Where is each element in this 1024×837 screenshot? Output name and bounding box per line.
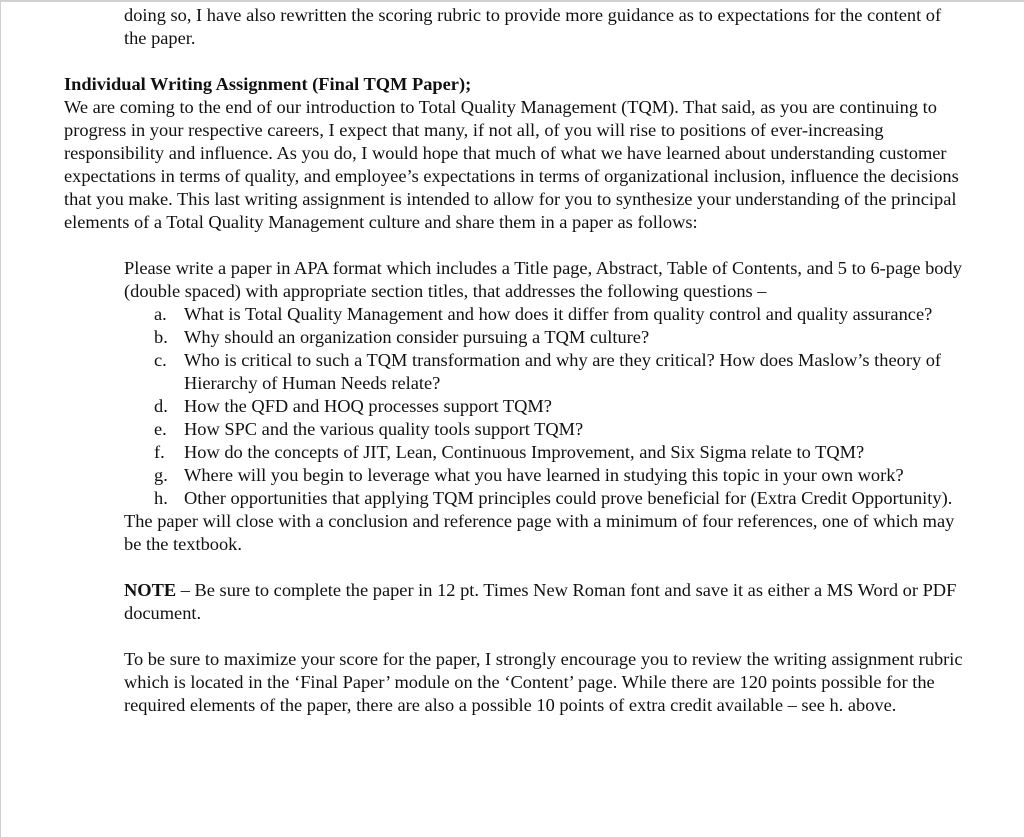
- question-text: Other opportunities that applying TQM principles could prove beneficial for (Extra Credit Opportunity).: [184, 488, 953, 508]
- question-letter: a.: [154, 304, 167, 324]
- question-item-a: [124, 303, 964, 326]
- document-page: [64, 4, 964, 717]
- assignment-heading: Individual Writing Assignment (Final TQM Paper);: [64, 74, 472, 94]
- question-item-b: [124, 326, 964, 349]
- question-text: Where will you begin to leverage what you have learned in studying this topic in your own work?: [184, 465, 904, 485]
- question-text: How SPC and the various quality tools support TQM?: [184, 419, 584, 439]
- question-item-e: [124, 418, 964, 441]
- spacer: [64, 556, 964, 579]
- question-text: Why should an organization consider pursuing a TQM culture?: [184, 327, 650, 347]
- note-label: NOTE: [124, 580, 177, 600]
- question-item-c: [124, 349, 964, 395]
- closing-paragraph: The paper will close with a conclusion and reference page with a minimum of four references, one of which may be the textbook.: [124, 511, 955, 554]
- spacer: [64, 625, 964, 648]
- question-text: Who is critical to such a TQM transformation and why are they critical? How does Maslow’s theory of Hierarchy of Human Needs relate?: [184, 350, 942, 393]
- question-text: How do the concepts of JIT, Lean, Continuous Improvement, and Six Sigma relate to TQM?: [184, 442, 865, 462]
- question-item-f: [124, 441, 964, 464]
- instructions-paragraph: Please write a paper in APA format which includes a Title page, Abstract, Table of Contents, and 5 to 6-page body (double spaced) with appropriate section titles, that addresses the following questions –: [124, 258, 962, 301]
- score-tip-paragraph: To be sure to maximize your score for the paper, I strongly encourage you to review the writing assignment rubric which is located in the ‘Final Paper’ module on the ‘Content’ page. While there are 120 points possible for the required elements of the paper, there are also a possible 10 points of extra credit available – see h. above.: [124, 649, 963, 715]
- question-text: What is Total Quality Management and how does it differ from quality control and quality assurance?: [184, 304, 933, 324]
- note-paragraph: [64, 579, 964, 625]
- question-list: [64, 303, 964, 510]
- intro-continuation-paragraph: doing so, I have also rewritten the scoring rubric to provide more guidance as to expectations for the content of the paper.: [124, 5, 942, 48]
- question-letter: h.: [154, 488, 168, 508]
- question-item-h: [124, 487, 964, 510]
- question-text: How the QFD and HOQ processes support TQM?: [184, 396, 552, 416]
- question-item-d: [124, 395, 964, 418]
- question-letter: c.: [154, 350, 167, 370]
- question-letter: e.: [154, 419, 167, 439]
- question-letter: f.: [154, 442, 165, 462]
- assignment-intro-paragraph: We are coming to the end of our introduction to Total Quality Management (TQM). That said, as you are continuing to progress in your respective careers, I expect that many, if not all, of you will rise to positions of ever-increasing responsibility and influence. As you do, I would hope that much of what we have learned about understanding customer expectations in terms of quality, and employee’s expectations in terms of organizational inclusion, influence the decisions that you make. This last writing assignment is intended to allow for you to synthesize your understanding of the principal elements of a Total Quality Management culture and share them in a paper as follows:: [64, 97, 959, 232]
- question-item-g: [124, 464, 964, 487]
- question-letter: b.: [154, 327, 168, 347]
- note-text: – Be sure to complete the paper in 12 pt. Times New Roman font and save it as either a MS Word or PDF document.: [124, 580, 957, 623]
- question-letter: d.: [154, 396, 168, 416]
- question-letter: g.: [154, 465, 168, 485]
